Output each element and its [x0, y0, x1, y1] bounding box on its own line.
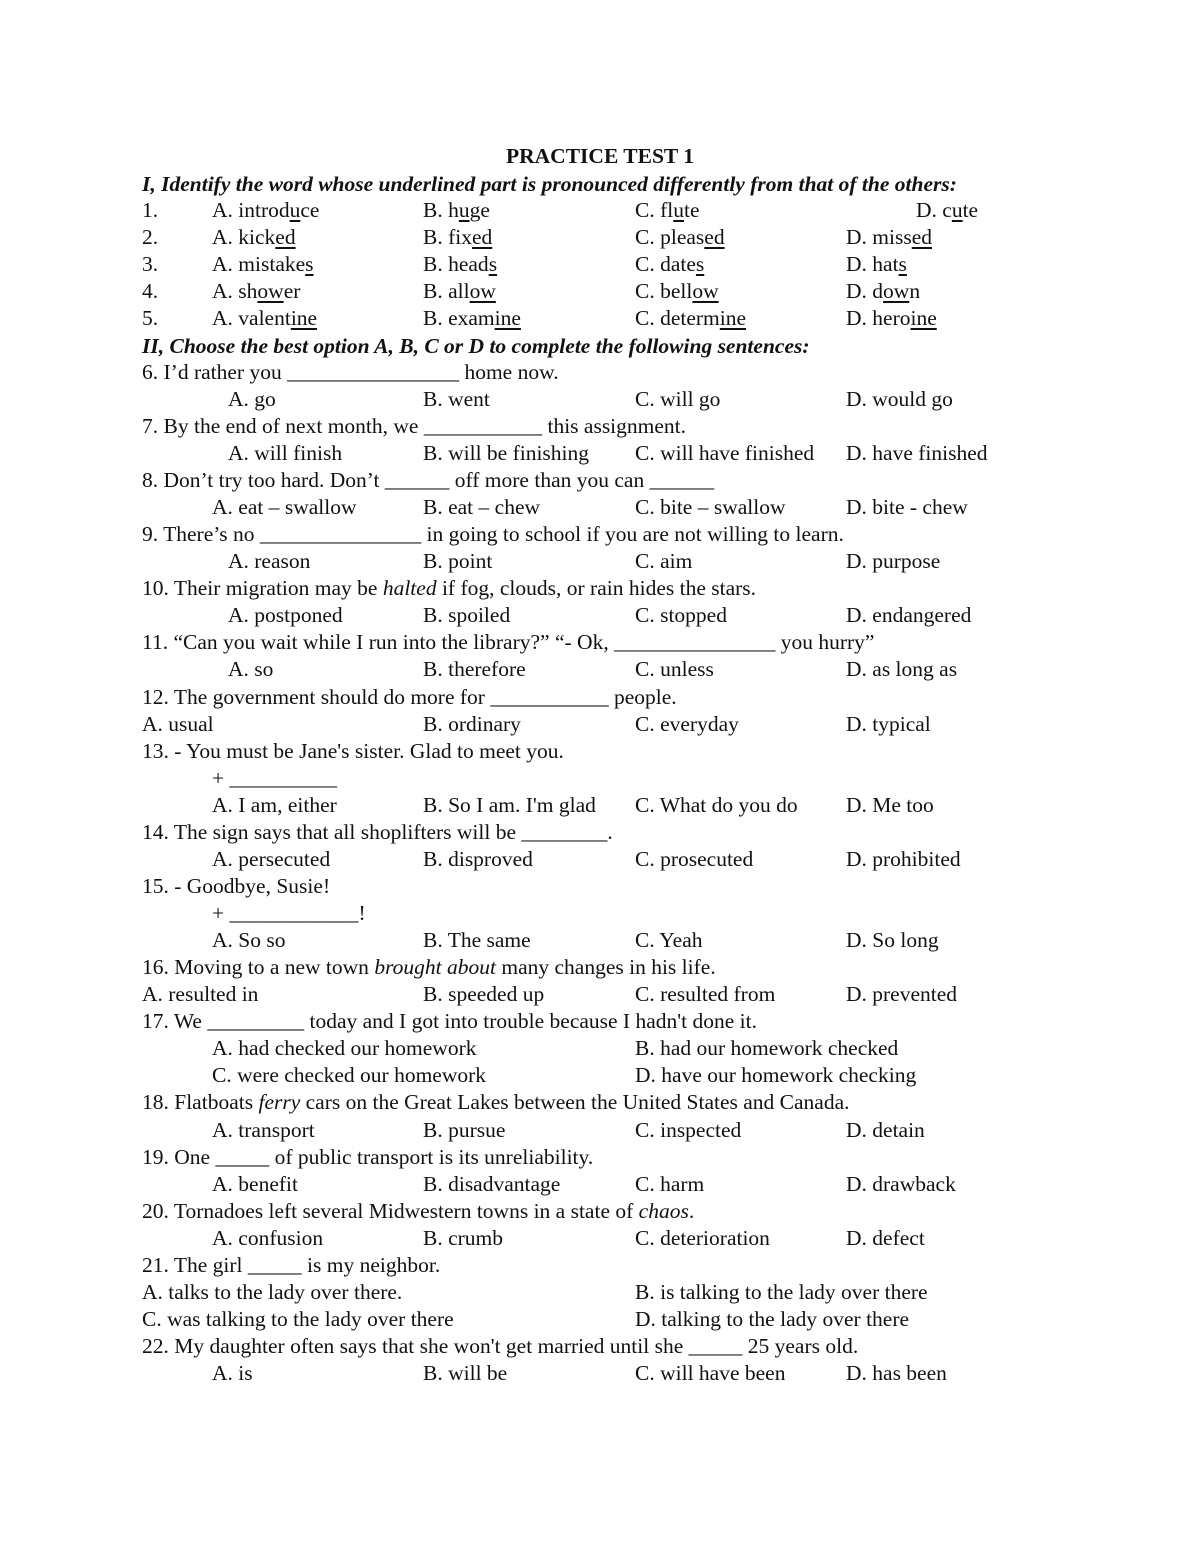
option-d[interactable]: D. as long as [846, 657, 958, 681]
option-c[interactable]: C. What do you do [635, 793, 798, 817]
section-1-heading: I, Identify the word whose underlined part is pronounced differently from that of the others: [142, 172, 957, 196]
option-a[interactable]: A. persecuted [212, 847, 331, 871]
option-b[interactable]: B. disadvantage [423, 1172, 561, 1196]
emphasized-word: chaos [638, 1199, 689, 1223]
question-16-options [142, 981, 1062, 1008]
option-d[interactable]: D. prevented [846, 982, 958, 1006]
question-20: 20. Tornadoes left several Midwestern towns in a state of chaos. [142, 1199, 695, 1223]
option-c: C. pleased [635, 225, 725, 249]
question-13-reply: + __________ [212, 766, 338, 790]
option-d: D. heroine [846, 306, 937, 330]
option-c[interactable]: C. stopped [635, 603, 727, 627]
option-c[interactable]: C. prosecuted [635, 847, 754, 871]
answer-blank[interactable]: _____ [215, 1145, 270, 1169]
option-d[interactable]: D. talking to the lady over there [635, 1307, 910, 1331]
question-11-options [142, 656, 1062, 683]
option-d[interactable]: D. detain [846, 1118, 925, 1142]
option-b[interactable]: B. is talking to the lady over there [635, 1280, 928, 1304]
option-d[interactable]: D. has been [846, 1361, 947, 1385]
option-c[interactable]: C. harm [635, 1172, 705, 1196]
pronunciation-item-4 [142, 278, 1062, 305]
question-18: 18. Flatboats ferry cars on the Great Lakes between the United States and Canada. [142, 1090, 850, 1114]
option-b: B. allow [423, 279, 496, 303]
option-c: C. dates [635, 252, 705, 276]
option-b[interactable]: B. eat – chew [423, 495, 541, 519]
option-a[interactable]: A. eat – swallow [212, 495, 357, 519]
option-d: D. hats [846, 252, 907, 276]
section-2-heading: II, Choose the best option A, B, C or D to complete the following sentences: [142, 334, 810, 358]
option-b: B. examine [423, 306, 521, 330]
option-b[interactable]: B. So I am. I'm glad [423, 793, 596, 817]
option-a[interactable]: A. reason [228, 549, 311, 573]
option-c: C. determine [635, 306, 747, 330]
question-13: 13. - You must be Jane's sister. Glad to meet you. [142, 739, 564, 763]
question-9-options [142, 548, 1062, 575]
option-c[interactable]: C. will have been [635, 1361, 786, 1385]
option-b[interactable]: B. crumb [423, 1226, 504, 1250]
option-a[interactable]: A. So so [212, 928, 286, 952]
question-19-options [142, 1171, 1062, 1198]
question-8: 8. Don’t try too hard. Don’t ______ off more than you can ______ [142, 468, 715, 492]
option-d[interactable]: D. have finished [846, 441, 988, 465]
answer-blank[interactable]: _______________ [614, 630, 776, 654]
option-b: B. fixed [423, 225, 493, 249]
question-7-options [142, 440, 1062, 467]
option-d[interactable]: D. defect [846, 1226, 925, 1250]
pronunciation-item-1 [142, 197, 1062, 224]
question-11: 11. “Can you wait while I run into the library?” “- Ok, _______________ you hurry” [142, 630, 875, 654]
page-title: PRACTICE TEST 1 [506, 144, 694, 168]
option-a[interactable]: A. confusion [212, 1226, 324, 1250]
option-b[interactable]: B. point [423, 549, 493, 573]
pronunciation-item-2 [142, 224, 1062, 251]
option-a[interactable]: A. had checked our homework [212, 1036, 477, 1060]
question-19: 19. One _____ of public transport is its unreliability. [142, 1145, 594, 1169]
option-d[interactable]: D. endangered [846, 603, 972, 627]
question-12: 12. The government should do more for ___________ people. [142, 685, 677, 709]
answer-blank[interactable]: ____________ [229, 901, 359, 925]
option-d[interactable]: D. have our homework checking [635, 1063, 917, 1087]
option-c: C. flute [635, 198, 700, 222]
option-b[interactable]: B. spoiled [423, 603, 511, 627]
question-8-options [142, 494, 1062, 521]
option-d: D. down [846, 279, 921, 303]
answer-blank[interactable]: ________________ [287, 360, 460, 384]
pronunciation-item-3 [142, 251, 1062, 278]
item-number: 2. [142, 225, 159, 249]
option-a[interactable]: A. transport [212, 1118, 315, 1142]
answer-blank[interactable]: _____ [688, 1334, 743, 1358]
option-c[interactable]: C. were checked our homework [212, 1063, 487, 1087]
question-6: 6. I’d rather you ________________ home now. [142, 360, 559, 384]
option-d[interactable]: D. would go [846, 387, 953, 411]
answer-blank[interactable]: _______________ [259, 522, 422, 546]
option-d[interactable]: D. typical [846, 712, 931, 736]
option-a: A. introduce [212, 198, 320, 222]
option-b[interactable]: B. will be [423, 1361, 508, 1385]
question-10: 10. Their migration may be halted if fog, clouds, or rain hides the stars. [142, 576, 757, 600]
question-13-options [142, 792, 1062, 819]
option-d: D. missed [846, 225, 933, 249]
answer-blank[interactable]: __________ [229, 766, 338, 790]
pronunciation-item-5 [142, 305, 1062, 332]
option-a: A. valentine [212, 306, 318, 330]
item-number: 5. [142, 306, 159, 330]
item-number: 4. [142, 279, 159, 303]
emphasized-phrase: brought about [374, 955, 496, 979]
option-c[interactable]: C. resulted from [635, 982, 776, 1006]
option-c[interactable]: C. will have finished [635, 441, 815, 465]
question-14-options [142, 846, 1062, 873]
option-a[interactable]: A. so [228, 657, 274, 681]
option-d: D. cute [916, 198, 979, 222]
option-b[interactable]: B. had our homework checked [635, 1036, 899, 1060]
option-b: B. heads [423, 252, 498, 276]
answer-blank[interactable]: ___________ [423, 414, 543, 438]
option-a[interactable]: A. benefit [212, 1172, 298, 1196]
question-6-options [142, 386, 1062, 413]
answer-blank[interactable]: _____ [247, 1253, 302, 1277]
question-9: 9. There’s no _______________ in going to school if you are not willing to learn. [142, 522, 844, 546]
answer-blank[interactable]: ______ [384, 468, 450, 492]
option-a[interactable]: A. go [228, 387, 276, 411]
answer-blank-2[interactable]: ______ [649, 468, 715, 492]
option-a[interactable]: A. postponed [228, 603, 343, 627]
question-14: 14. The sign says that all shoplifters will be ________. [142, 820, 613, 844]
option-c[interactable]: C. aim [635, 549, 693, 573]
question-10-options [142, 602, 1062, 629]
answer-blank[interactable]: ___________ [490, 685, 609, 709]
option-c[interactable]: C. everyday [635, 712, 739, 736]
option-a[interactable]: A. usual [142, 712, 214, 736]
question-15-reply: + ____________! [212, 901, 366, 925]
question-21: 21. The girl _____ is my neighbor. [142, 1253, 441, 1277]
option-b[interactable]: B. went [423, 387, 490, 411]
question-20-options [142, 1225, 1062, 1252]
option-c[interactable]: C. bite – swallow [635, 495, 786, 519]
question-7: 7. By the end of next month, we ___________ this assignment. [142, 414, 687, 438]
option-d[interactable]: D. drawback [846, 1172, 956, 1196]
question-18-options [142, 1117, 1062, 1144]
option-a[interactable]: A. I am, either [212, 793, 337, 817]
question-12-options [142, 711, 1062, 738]
option-b[interactable]: B. will be finishing [423, 441, 590, 465]
answer-blank[interactable]: _________ [207, 1009, 305, 1033]
option-c[interactable]: C. was talking to the lady over there [142, 1307, 454, 1331]
option-b: B. huge [423, 198, 490, 222]
option-c[interactable]: C. deterioration [635, 1226, 770, 1250]
question-17-options-row-2 [142, 1062, 1062, 1089]
option-c[interactable]: C. unless [635, 657, 714, 681]
option-d[interactable]: D. purpose [846, 549, 941, 573]
emphasized-word: halted [382, 576, 437, 600]
question-17: 17. We _________ today and I got into trouble because I hadn't done it. [142, 1009, 757, 1033]
option-a: A. shower [212, 279, 301, 303]
option-b[interactable]: B. ordinary [423, 712, 521, 736]
option-a[interactable]: A. resulted in [142, 982, 259, 1006]
question-22: 22. My daughter often says that she won't get married until she _____ 25 years old. [142, 1334, 859, 1358]
question-16: 16. Moving to a new town brought about many changes in his life. [142, 955, 716, 979]
option-b[interactable]: B. disproved [423, 847, 533, 871]
question-17-options-row-1 [142, 1035, 1062, 1062]
question-21-options-row-1 [142, 1279, 1062, 1306]
question-22-options [142, 1360, 1062, 1387]
option-d[interactable]: D. bite - chew [846, 495, 968, 519]
option-b[interactable]: B. pursue [423, 1118, 506, 1142]
question-15: 15. - Goodbye, Susie! [142, 874, 331, 898]
option-d[interactable]: D. So long [846, 928, 939, 952]
option-a: A. mistakes [212, 252, 314, 276]
question-21-options-row-2 [142, 1306, 1062, 1333]
option-d[interactable]: D. Me too [846, 793, 934, 817]
item-number: 3. [142, 252, 159, 276]
option-a[interactable]: A. will finish [228, 441, 343, 465]
option-c[interactable]: C. inspected [635, 1118, 742, 1142]
option-a[interactable]: A. is [212, 1361, 253, 1385]
option-b[interactable]: B. therefore [423, 657, 526, 681]
option-d[interactable]: D. prohibited [846, 847, 961, 871]
emphasized-word: ferry [258, 1090, 301, 1114]
option-c: C. bellow [635, 279, 719, 303]
question-15-options [142, 927, 1062, 954]
option-c[interactable]: C. will go [635, 387, 721, 411]
option-b[interactable]: B. The same [423, 928, 531, 952]
option-b[interactable]: B. speeded up [423, 982, 545, 1006]
option-c[interactable]: C. Yeah [635, 928, 703, 952]
item-number: 1. [142, 198, 159, 222]
option-a[interactable]: A. talks to the lady over there. [142, 1280, 403, 1304]
answer-blank[interactable]: ________ [521, 820, 608, 844]
option-a: A. kicked [212, 225, 296, 249]
